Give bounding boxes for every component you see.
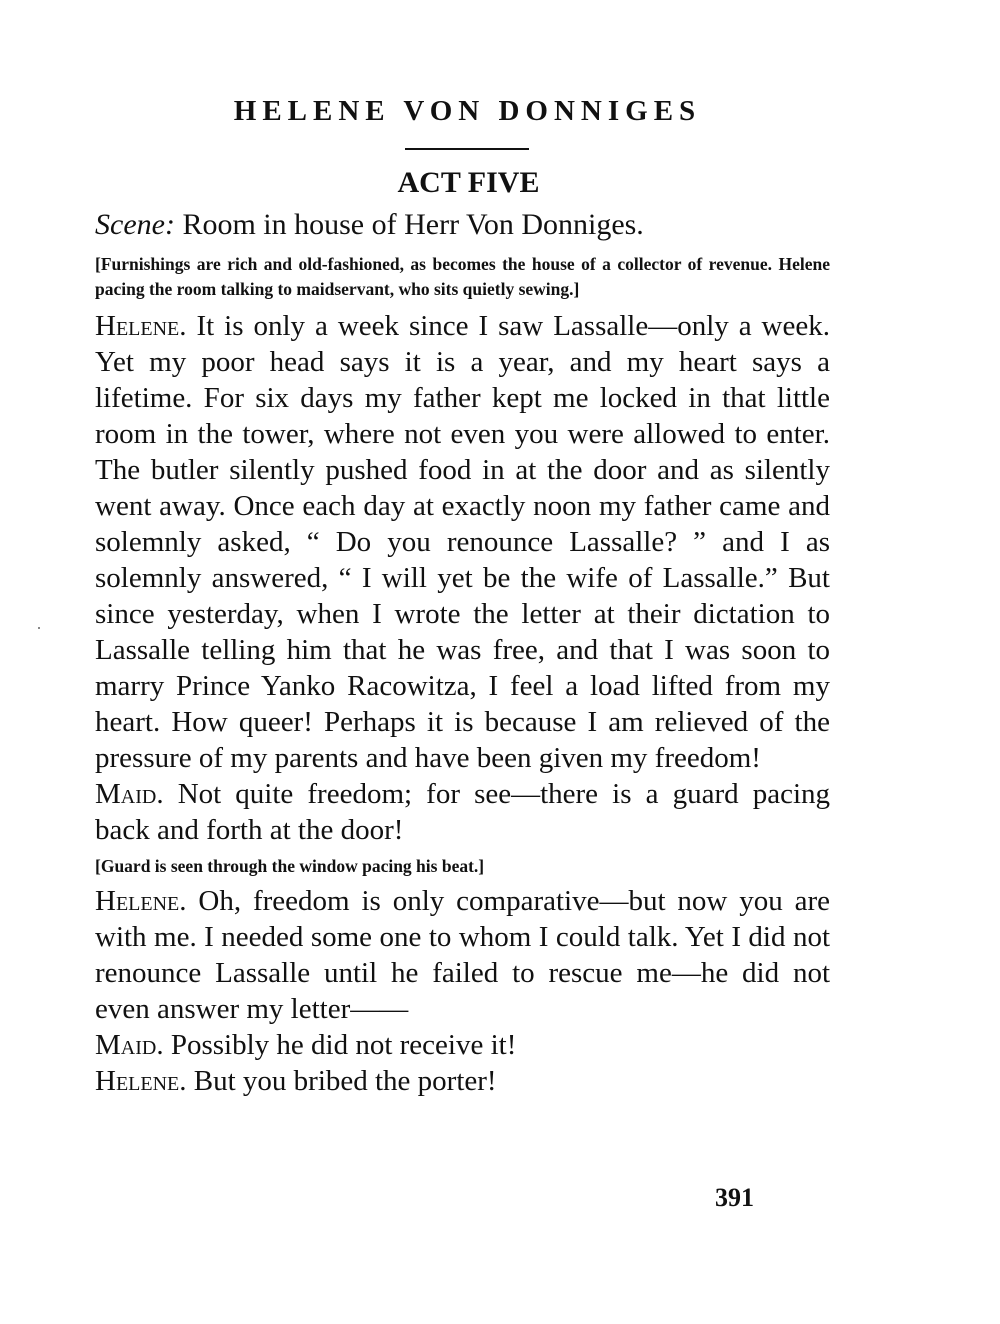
speech-text: It is only a week since I saw Lassalle—only a week. Yet my poor head says it is a year, and my heart says a lifetime. For six days my father kept me locked in that little room in the tower, where not even you were allowed to enter. The butler silently pushed food in at the door and as silently went away. Once each day at exactly noon my father came and solemnly asked, “ Do you renounce Lassalle? ” and I as solemnly answered, “ I will yet be the wife of Lassalle.” But since yesterday, when I wrote the letter at their dictation to Lassalle telling him that he was free, and that I was soon to marry Prince Yanko Racowitza, I feel a load lifted from my heart. How queer! Perhaps it is because I am relieved of the pressure of my parents and have been given my freedom! bbox=[95, 310, 830, 774]
act-title: ACT FIVE bbox=[397, 166, 540, 199]
title-rule bbox=[405, 148, 529, 150]
scene-line bbox=[95, 206, 830, 244]
speech-helene-3 bbox=[95, 1063, 830, 1099]
speaker-name: Helene. bbox=[95, 1065, 187, 1097]
running-head: HELENE VON DONNIGES bbox=[233, 95, 702, 127]
speech-maid-2 bbox=[95, 1027, 830, 1063]
scene-label: Scene: bbox=[95, 208, 175, 241]
stage-direction-guard: [Guard is seen through the window pacing his beat.] bbox=[95, 856, 485, 876]
scene-text: Room in house of Herr Von Donniges. bbox=[182, 208, 644, 241]
page-number: 391 bbox=[715, 1183, 754, 1212]
speech-text: Oh, freedom is only comparative—but now you are with me. I needed some one to whom I could talk. Yet I did not renounce Lassalle until he failed to rescue me—he did not even answer my letter—— bbox=[95, 885, 830, 1025]
speech-text: But you bribed the porter! bbox=[193, 1065, 497, 1097]
speech-maid-1 bbox=[95, 776, 830, 848]
speech-text: Not quite freedom; for see—there is a guard pacing back and forth at the door! bbox=[95, 778, 830, 846]
speech-helene-1 bbox=[95, 308, 830, 776]
speech-helene-2 bbox=[95, 883, 830, 1027]
speaker-name: Helene. bbox=[95, 310, 187, 342]
speaker-name: Maid. bbox=[95, 1029, 164, 1061]
book-page bbox=[95, 92, 830, 1099]
stage-direction-opening: [Furnishings are rich and old-fashioned, as becomes the house of a collector of revenue. Helene pacing the room talking to maidservant, who sits quietly sewing.] bbox=[95, 254, 830, 299]
scan-speck bbox=[38, 627, 40, 629]
speaker-name: Maid. bbox=[95, 778, 164, 810]
speaker-name: Helene. bbox=[95, 885, 187, 917]
speech-text: Possibly he did not receive it! bbox=[170, 1029, 517, 1061]
